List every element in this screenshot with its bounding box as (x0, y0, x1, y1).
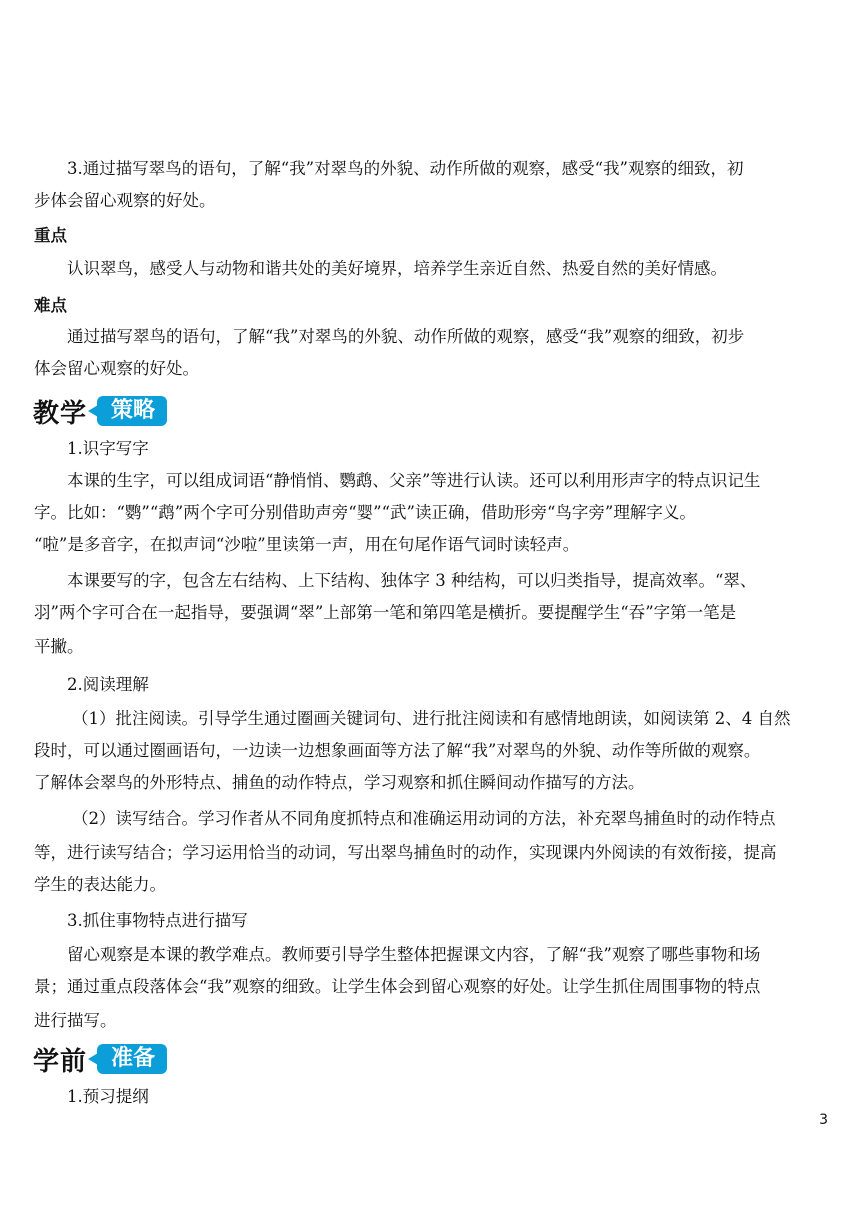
prep-item-1: 1.预习提纲 (67, 1087, 149, 1106)
key-point-heading: 重点 (34, 226, 67, 245)
key-point-text: 认识翠鸟，感受人与动物和谐共处的美好境界，培养学生亲近自然、热爱自然的美好情感。 (67, 259, 727, 278)
difficulty-heading: 难点 (34, 296, 67, 315)
strategy-1-p2-line-3: 平撇。 (34, 637, 84, 656)
strategy-2-p1-line-3: 了解体会翠鸟的外形特点、捕鱼的动作特点，学习观察和抓住瞬间动作描写的方法。 (34, 773, 645, 792)
strategy-1-p2-line-2: 羽”两个字可合在一起指导，要强调“翠”上部第一笔和第四笔是横折。要提醒学生“吞”字第一笔是 (34, 603, 737, 622)
page-number: 3 (819, 1112, 828, 1128)
goal-3-line-1: 3.通过描写翠鸟的语句，了解“我”对翠鸟的外貌、动作所做的观察，感受“我”观察的细致，初 (67, 159, 744, 178)
pre-study-banner (33, 1042, 167, 1076)
strategy-1-title: 1.识字写字 (67, 439, 149, 458)
banner-strategy-left: 教学 (33, 398, 88, 429)
strategy-1-p1-line-2: 字。比如：“鹦”“鹉”两个字可分别借助声旁“婴”“武”读正确，借助形旁“鸟字旁”理解字义。 (34, 503, 696, 522)
banner-prep-tag: 准备 (97, 1044, 167, 1074)
teaching-strategy-banner (33, 394, 167, 428)
strategy-1-p1-line-1: 本课的生字，可以组成词语“静悄悄、鹦鹉、父亲”等进行认读。还可以利用形声字的特点识记生 (67, 471, 761, 490)
difficulty-line-2: 体会留心观察的好处。 (34, 359, 199, 378)
difficulty-line-1: 通过描写翠鸟的语句，了解“我”对翠鸟的外貌、动作所做的观察，感受“我”观察的细致，初步 (67, 327, 745, 346)
banner-strategy-tag: 策略 (97, 396, 167, 426)
strategy-1-p2-line-1: 本课要写的字，包含左右结构、上下结构、独体字 3 种结构，可以归类指导，提高效率。“翠、 (67, 571, 757, 590)
strategy-2-p1-line-1: （1）批注阅读。引导学生通过圈画关键词句、进行批注阅读和有感情地朗读，如阅读第 2、4 自然 (72, 709, 791, 728)
strategy-2-p2-line-2: 等，进行读写结合；学习运用恰当的动词，写出翠鸟捕鱼时的动作，实现课内外阅读的有效衔接，提高 (34, 843, 777, 862)
strategy-2-p2-line-1: （2）读写结合。学习作者从不同角度抓特点和准确运用动词的方法，补充翠鸟捕鱼时的动作特点 (72, 809, 776, 828)
strategy-3-p1-line-1: 留心观察是本课的教学难点。教师要引导学生整体把握课文内容，了解“我”观察了哪些事物和场 (67, 945, 761, 964)
banner-prep-left: 学前 (33, 1046, 88, 1077)
strategy-3-p1-line-2: 景；通过重点段落体会“我”观察的细致。让学生体会到留心观察的好处。让学生抓住周围事物的特点 (34, 977, 761, 996)
strategy-1-p1-line-3: “啦”是多音字，在拟声词“沙啦”里读第一声，用在句尾作语气词时读轻声。 (34, 535, 580, 554)
strategy-2-p1-line-2: 段时，可以通过圈画语句，一边读一边想象画面等方法了解“我”对翠鸟的外貌、动作等所做的观察。 (34, 741, 761, 760)
strategy-3-title: 3.抓住事物特点进行描写 (67, 911, 248, 930)
strategy-2-p2-line-3: 学生的表达能力。 (34, 875, 166, 894)
goal-3-line-2: 步体会留心观察的好处。 (34, 191, 216, 210)
strategy-3-p1-line-3: 进行描写。 (34, 1011, 117, 1030)
strategy-2-title: 2.阅读理解 (67, 675, 149, 694)
